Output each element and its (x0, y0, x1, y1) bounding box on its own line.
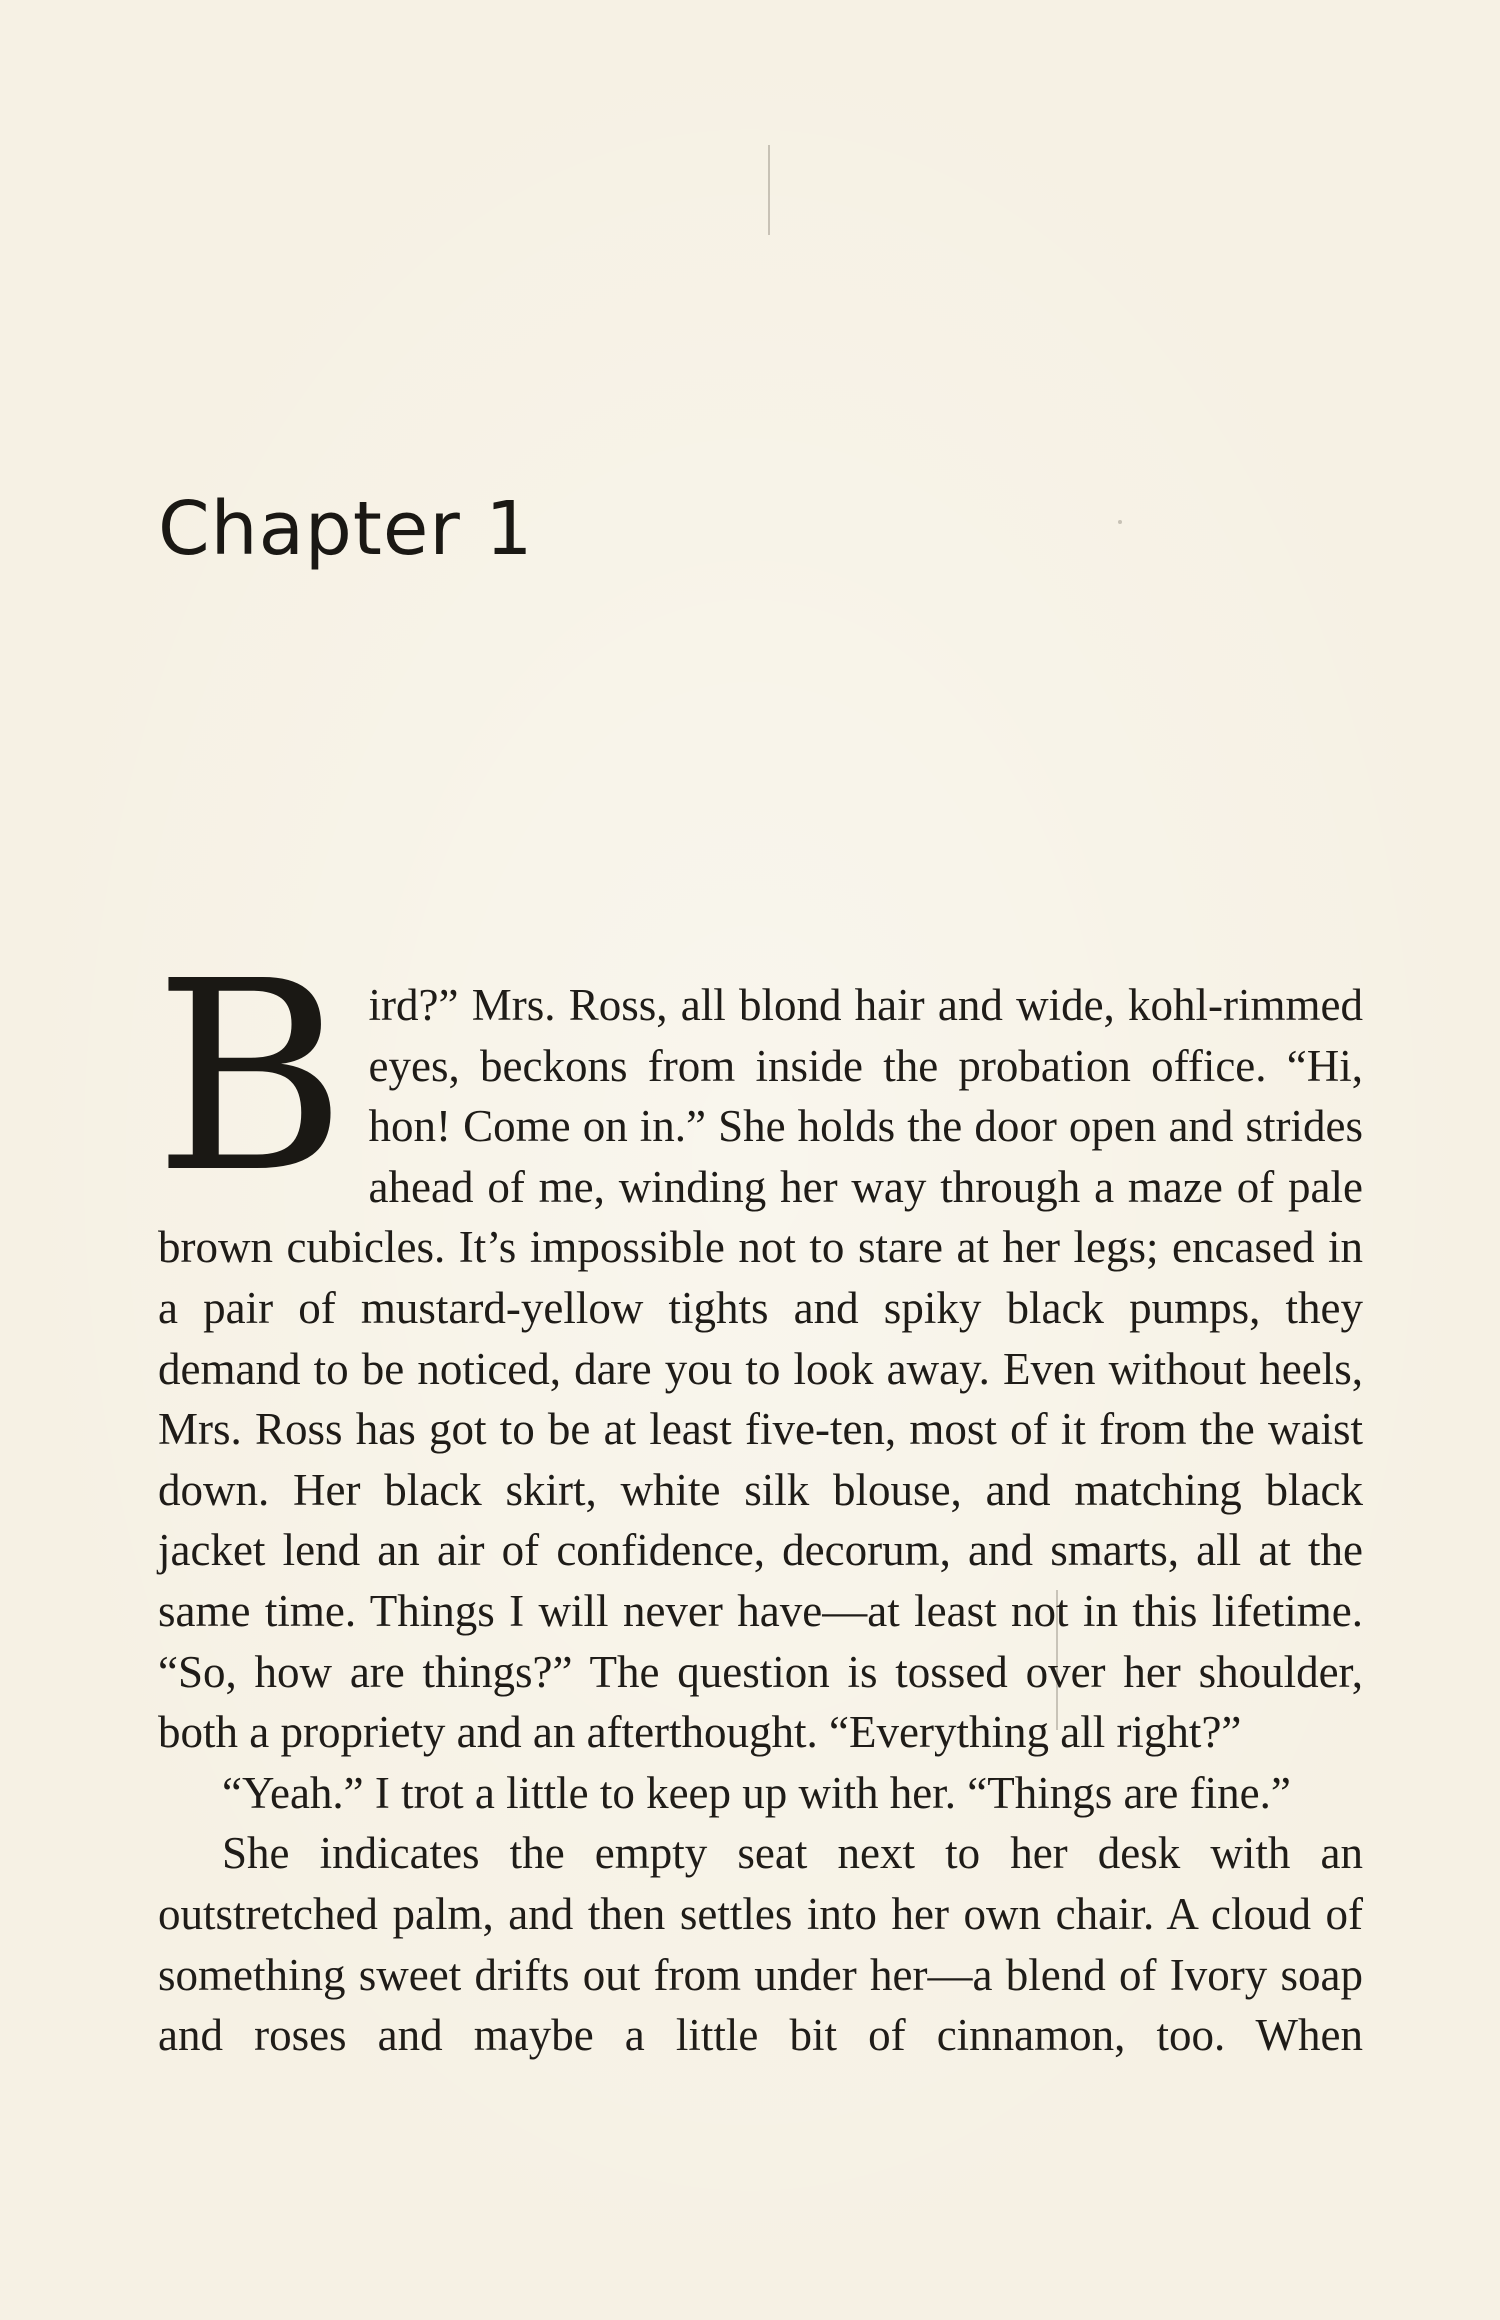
paragraph-continuing: She indicates the empty seat next to her desk with an outstretched palm, and then settles into her own chair. A cloud of something sweet drifts out from under her—a blend of Ivory soap and roses and maybe a little bit of cinnamon, too. When (158, 1828, 1363, 2061)
drop-cap-letter: B (154, 925, 347, 1230)
chapter-body (154, 925, 1363, 2066)
scan-mark (1118, 520, 1122, 524)
scan-mark (1056, 1590, 1058, 1730)
paragraph-dialogue: “Yeah.” I trot a little to keep up with her. “Things are fine.” (222, 1767, 1291, 1818)
paragraph-opening-text: ird?” Mrs. Ross, all blond hair and wide, kohl-rimmed eyes, beckons from inside the probation office. “Hi, hon! Come on in.” She holds the door open and strides ahead of me, winding her way through a maze of pale brown cubicles. It’s impossible not to stare at her legs; encased in a pair of mustard-yellow tights and spiky black pumps, they demand to be noticed, dare you to look away. Even without heels, Mrs. Ross has got to be at least five-ten, most of it from the waist down. Her black skirt, white silk blouse, and matching black jacket lend an air of confidence, decorum, and smarts, all at the same time. Things I will never have—at least not in this lifetime. “So, how are things?” The question is tossed over her shoulder, both a propriety and an afterthought. “Everything all right?” (158, 980, 1363, 1758)
paragraph-opening (154, 925, 1363, 1763)
scan-mark (768, 145, 770, 235)
chapter-title: Chapter 1 (158, 486, 534, 572)
